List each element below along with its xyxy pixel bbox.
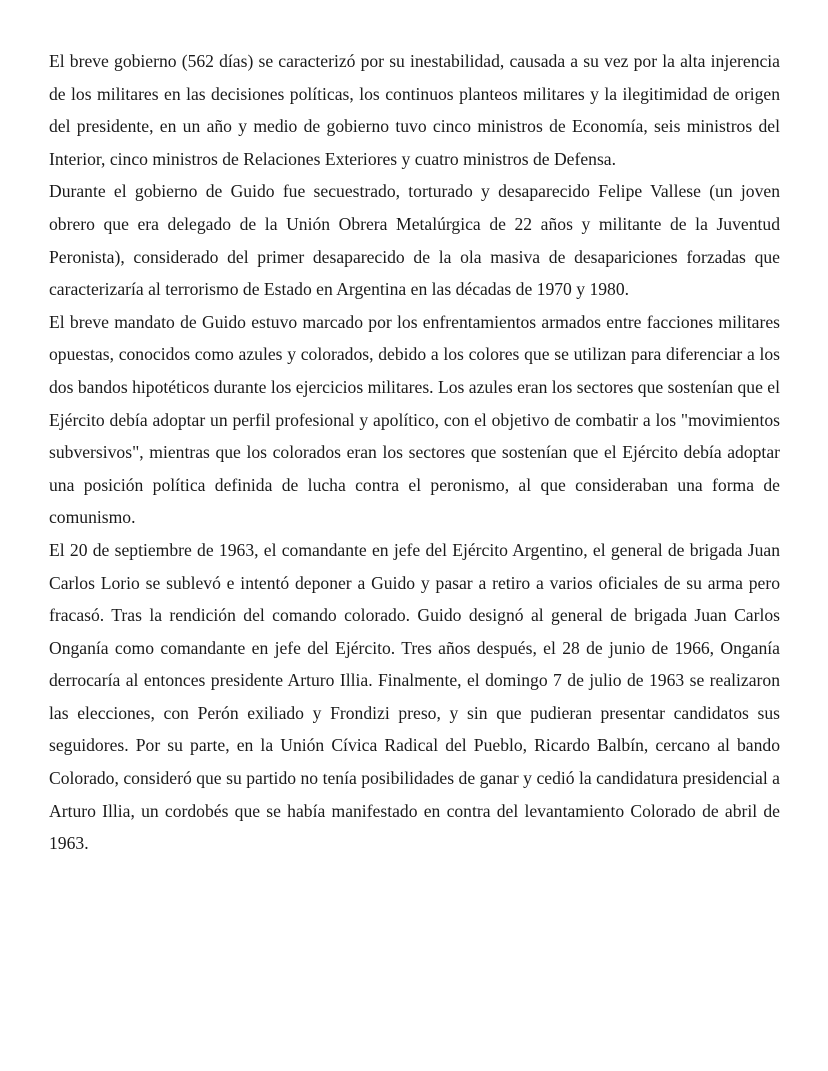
paragraph-felipe-vallese: Durante el gobierno de Guido fue secuestrado, torturado y desaparecido Felipe Vallese (un joven obrero que era delegado de la Unión Obrera Metalúrgica de 22 años y militante de la Juventud Peronista), considerado del primer desaparecido de la ola masiva de desapariciones forzadas que caracterizaría al terrorismo de Estado en Argentina en las décadas de 1970 y 1980. — [49, 181, 780, 300]
paragraph-gobierno-inestabilidad: El breve gobierno (562 días) se caracterizó por su inestabilidad, causada a su vez por la alta injerencia de los militares en las decisiones políticas, los continuos planteos militares y la ilegitimidad de origen del presidente, en un año y medio de gobierno tuvo cinco ministros de Economía, seis ministros del Interior, cinco ministros de Relaciones Exteriores y cuatro ministros de Defensa. — [49, 51, 780, 169]
paragraph-lorio-elecciones: El 20 de septiembre de 1963, el comandante en jefe del Ejército Argentino, el general de brigada Juan Carlos Lorio se sublevó e intentó deponer a Guido y pasar a retiro a varios oficiales de su arma pero fracasó. Tras la rendición del comando colorado. Guido designó al general de brigada Juan Carlos Onganía como comandante en jefe del Ejército. Tres años después, el 28 de junio de 1966, Onganía derrocaría al entonces presidente Arturo Illia. Finalmente, el domingo 7 de julio de 1963 se realizaron las elecciones, con Perón exiliado y Frondizi preso, y sin que pudieran presentar candidatos sus seguidores. Por su parte, en la Unión Cívica Radical del Pueblo, Ricardo Balbín, cercano al bando Colorado, consideró que su partido no tenía posibilidades de ganar y cedió la candidatura presidencial a Arturo Illia, un cordobés que se había manifestado en contra del levantamiento Colorado de abril de 1963. — [49, 539, 780, 854]
document-body — [49, 45, 780, 860]
paragraph-azules-colorados: El breve mandato de Guido estuvo marcado por los enfrentamientos armados entre facciones militares opuestas, conocidos como azules y colorados, debido a los colores que se utilizan para diferenciar a los dos bandos hipotéticos durante los ejercicios militares. Los azules eran los sectores que sostenían que el Ejército debía adoptar un perfil profesional y apolítico, con el objetivo de combatir a los "movimientos subversivos", mientras que los colorados eran los sectores que sostenían que el Ejército debía adoptar una posición política definida de lucha contra el peronismo, al que consideraban una forma de comunismo. — [49, 311, 780, 528]
